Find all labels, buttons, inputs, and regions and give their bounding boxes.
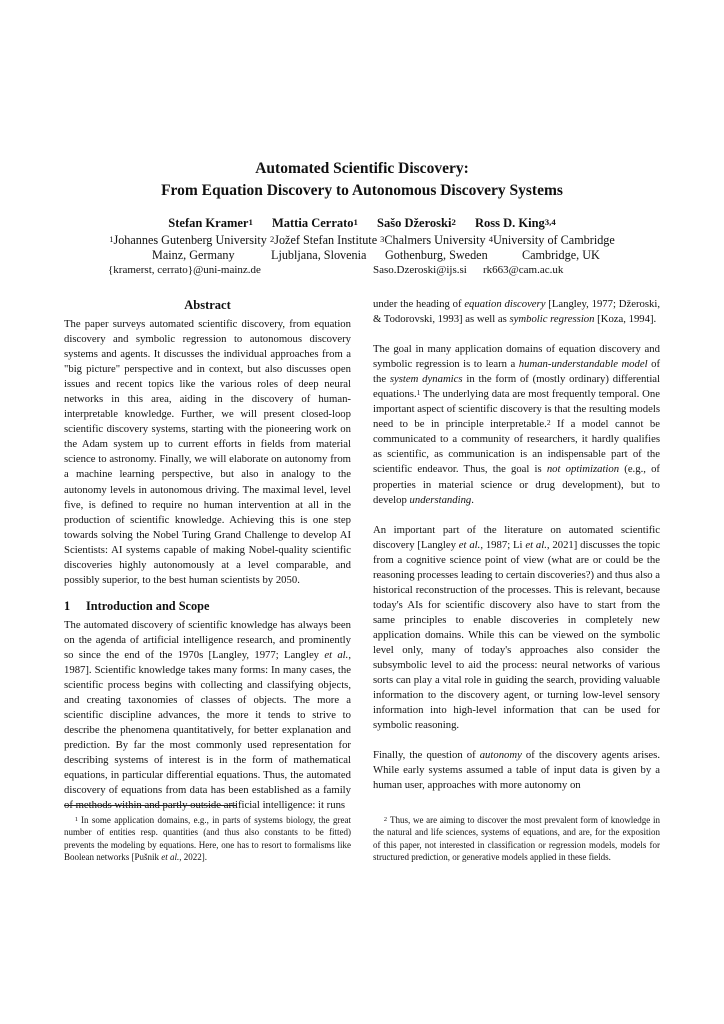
affiliation-location: Mainz, Germany — [152, 248, 235, 262]
section-title: Introduction and Scope — [86, 598, 210, 613]
footnote-divider — [64, 805, 236, 806]
footnote-ref: 1 — [416, 388, 421, 398]
affiliation-location: Cambridge, UK — [522, 248, 600, 262]
footnote-ref: 2 — [546, 418, 551, 428]
section-heading — [64, 598, 351, 614]
body-paragraph: Finally, the question of autonomy of the discovery agents arises. While early systems assumed a table of input data is given by a human user, approaches with more autonomy on — [373, 749, 660, 792]
affiliation-location: Gothenburg, Sweden — [385, 248, 488, 262]
affiliation-location: Ljubljana, Slovenia — [271, 248, 367, 262]
section-number: 1 — [64, 598, 71, 613]
author-email: Saso.Dzeroski@ijs.si — [373, 264, 467, 276]
abstract-heading: Abstract — [184, 298, 231, 312]
paper-title-line1: Automated Scientific Discovery: — [255, 160, 469, 177]
paper-title-line2: From Equation Discovery to Autonomous Discovery Systems — [161, 182, 563, 199]
author-list — [0, 216, 724, 231]
author: Stefan Kramer$^1$ — [168, 216, 253, 230]
author: Mattia Cerrato$^1$ — [271, 216, 358, 230]
author-email: {kramerst, cerrato}@uni-mainz.de — [108, 264, 261, 276]
author: Ross D. King$^{3,4}$ — [474, 216, 556, 230]
author-email: rk663@cam.ac.uk — [483, 264, 564, 276]
right-column — [373, 297, 660, 793]
author: Sašo Džeroski$^2$ — [377, 216, 456, 230]
affiliation-line: $^1$Johannes Gutenberg University $^2$Jožef Stefan Institute $^3$Chalmers University $^4$University of Cambridge — [109, 233, 615, 247]
footnote: $^1$ In some application domains, e.g., in parts of systems biology, the great number of entities resp. quantities (and thus also constants to be fitted) prevents the modeling by equations. Here, one has to resort to formalisms like Boolean networks [Pušnik et al., 2022]. — [64, 815, 351, 863]
left-column — [64, 297, 351, 813]
body-paragraph: under the heading of equation discovery [Langley, 1977; Džeroski, & Todorovski, 1993] as well as symbolic regression [Koza, 1994]. — [373, 298, 661, 326]
body-paragraph: An important part of the literature on automated scientific discovery [Langley et al., 1987; Li et al., 2021] discusses the topic from a cognitive science point of view (what are or could be the reasoning processes leading to certain discoveries?) and thus also a historical reconstruction of the processes. This is relevant, because today's AIs for scientific discovery also have to start from the same principles to enable discoveries in completely new application domains. While this can be viewed on the symbolic level only, many of today's approaches also consider the subsymbolic level to aid the process: neural networks of various sorts can play a vital role in guiding the search, providing valuable information to the discovery agent, or turning low-level sensory information into high-level information that can be used for symbolic reasoning. — [373, 523, 661, 732]
abstract-text: The paper surveys automated scientific discovery, from equation discovery and symbolic regression to autonomous discovery systems and agents. It discusses the individual approaches from a "big picture" perspective and in context, but also discusses open issues and recent topics like the various roles of deep neural networks in this area, aiding in the discovery of human-interpretable knowledge. Further, we will present closed-loop scientific discovery systems, starting with the pioneering work on the Adam system up to current efforts in fields from material science to astronomy. Finally, we will elaborate on autonomy from a machine learning perspective, but also in analogy to the autonomy levels in autonomous driving. The maximal level, level five, is defined to require no human intervention at all in the production of scientific knowledge. Achieving this is one step towards solving the Nobel Turing Grand Challenge to develop AI Scientists: AI systems capable of making Nobel-quality scientific discoveries highly autonomously at a level comparable, and possibly superior, to the best human scientists by 2050. — [64, 318, 351, 586]
body-paragraph: The goal in many application domains of equation discovery and symbolic regression is to learn a human-understandable model of the system dynamics in the form of (mostly ordinary) differential equations.$^1$ The underlying data are most frequently temporal. One important aspect of scientific discovery is that the resulting models need to be in principle interpretable.$^2$ If a model cannot be communicated to a community of researchers, it hardly qualifies as scientific, as communication is an indispensable part of the scientific endeavor. Thus, the goal is not optimization (e.g., of properties in material science or drug development), but to develop understanding. — [373, 343, 661, 506]
footnote: $^2$ Thus, we are aiming to discover the most prevalent form of knowledge in the natural and life sciences, systems of equations, and are, for the exposition of this paper, not interested in classification or regression models, models for structured prediction, or generative models applied in these fields. — [373, 815, 660, 863]
intro-paragraph: The automated discovery of scientific knowledge has always been on the agenda of artificial intelligence research, and prominently so since the end of the 1970s [Langley, 1977; Langley et al., 1987]. Scientific knowledge takes many forms: In many cases, the scientific process begins with collecting and classifying objects, and creating taxonomies of classes of objects. The more a scientific discipline advances, the more it tends to strive to describe the phenomena quantitatively, for better explanation and prediction. By far the most commonly used representation for describing systems of interest is in the form of mathematical equations, in particular differential equations. Thus, the automated discovery of equations from data has been established as a family of methods within and partly outside artificial intelligence: it runs — [64, 618, 351, 812]
